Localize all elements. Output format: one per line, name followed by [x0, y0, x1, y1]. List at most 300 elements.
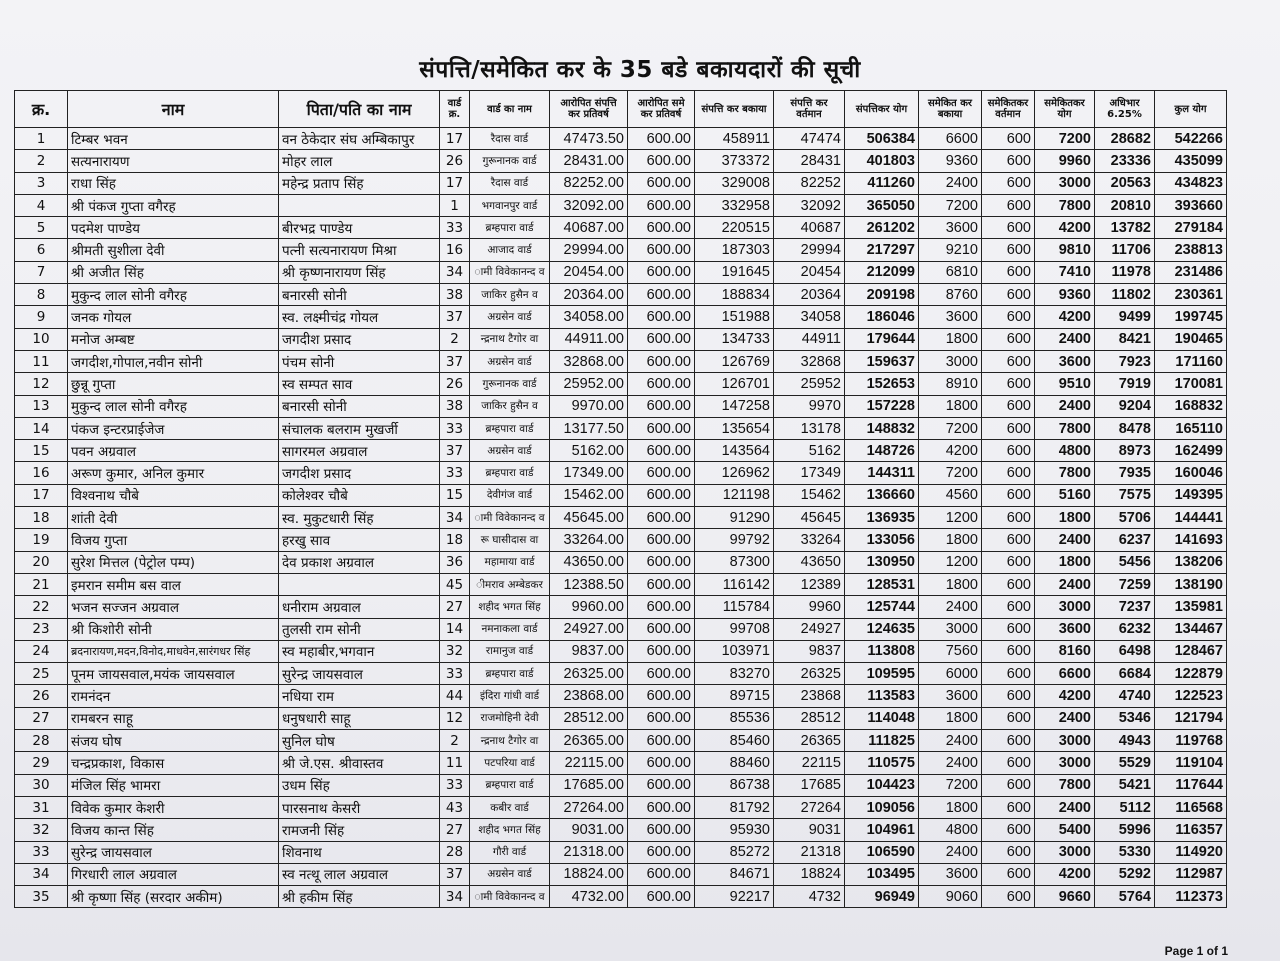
sam-total-cell: 9660 [1035, 886, 1095, 908]
father-cell: संचालक बलराम मुखर्जी [279, 417, 440, 439]
property-current-cell: 28431 [774, 150, 845, 172]
sam-arrear-cell: 3600 [919, 863, 982, 885]
grand-total-cell: 119104 [1155, 752, 1227, 774]
sam-total-cell: 8160 [1035, 640, 1095, 662]
property-current-cell: 43650 [774, 551, 845, 573]
property-current-cell: 27264 [774, 796, 845, 818]
sr-cell: 35 [15, 886, 68, 908]
ward-no-cell: 12 [440, 707, 470, 729]
assessed-sam-cell: 600.00 [628, 194, 695, 216]
table-row [15, 886, 1227, 908]
sam-arrear-cell: 9360 [919, 150, 982, 172]
assessed-sam-cell: 600.00 [628, 841, 695, 863]
property-current-cell: 22115 [774, 752, 845, 774]
ward-no-cell: 28 [440, 841, 470, 863]
grand-total-cell: 121794 [1155, 707, 1227, 729]
property-total-cell: 124635 [845, 618, 919, 640]
property-arrear-cell: 99708 [695, 618, 774, 640]
sam-total-cell: 6600 [1035, 663, 1095, 685]
ward-no-cell: 33 [440, 774, 470, 796]
assessed-property-cell: 12388.50 [550, 573, 628, 595]
sr-cell: 32 [15, 819, 68, 841]
sam-current-cell: 600 [982, 172, 1035, 194]
sam-arrear-cell: 7200 [919, 194, 982, 216]
table-row [15, 551, 1227, 573]
header-father: पिता/पति का नाम [279, 91, 440, 128]
name-cell: राधा सिंह [68, 172, 279, 194]
surcharge-cell: 11706 [1095, 239, 1155, 261]
property-total-cell: 133056 [845, 529, 919, 551]
ward-no-cell: 16 [440, 239, 470, 261]
father-cell: स्व. लक्ष्मीचंद्र गोयल [279, 306, 440, 328]
surcharge-cell: 8421 [1095, 328, 1155, 350]
name-cell: गिरधारी लाल अग्रवाल [68, 863, 279, 885]
property-arrear-cell: 373372 [695, 150, 774, 172]
ward-no-cell: 18 [440, 529, 470, 551]
sam-total-cell: 9960 [1035, 150, 1095, 172]
property-current-cell: 9970 [774, 395, 845, 417]
table-row [15, 440, 1227, 462]
assessed-sam-cell: 600.00 [628, 685, 695, 707]
table-row [15, 640, 1227, 662]
property-arrear-cell: 329008 [695, 172, 774, 194]
property-total-cell: 128531 [845, 573, 919, 595]
assessed-sam-cell: 600.00 [628, 863, 695, 885]
sam-total-cell: 2400 [1035, 707, 1095, 729]
assessed-property-cell: 43650.00 [550, 551, 628, 573]
table-row [15, 239, 1227, 261]
father-cell: स्व. मुकुटधारी सिंह [279, 507, 440, 529]
sam-current-cell: 600 [982, 573, 1035, 595]
name-cell: छुन्नू गुप्ता [68, 373, 279, 395]
property-arrear-cell: 92217 [695, 886, 774, 908]
assessed-sam-cell: 600.00 [628, 573, 695, 595]
sam-total-cell: 2400 [1035, 573, 1095, 595]
property-total-cell: 261202 [845, 217, 919, 239]
property-current-cell: 20454 [774, 261, 845, 283]
property-arrear-cell: 147258 [695, 395, 774, 417]
ward-no-cell: 34 [440, 886, 470, 908]
sr-cell: 16 [15, 462, 68, 484]
table-row [15, 529, 1227, 551]
ward-name-cell: ब्रम्हपारा वार्ड [470, 774, 550, 796]
property-total-cell: 125744 [845, 596, 919, 618]
table-row [15, 373, 1227, 395]
header-ward-no: वार्ड क्र. [440, 91, 470, 128]
sam-arrear-cell: 4200 [919, 440, 982, 462]
header-sam-total: समेकितकर योग [1035, 91, 1095, 128]
ward-name-cell: रैदास वार्ड [470, 128, 550, 150]
sam-arrear-cell: 7560 [919, 640, 982, 662]
assessed-sam-cell: 600.00 [628, 640, 695, 662]
sam-arrear-cell: 9210 [919, 239, 982, 261]
sam-current-cell: 600 [982, 663, 1035, 685]
property-current-cell: 4732 [774, 886, 845, 908]
sr-cell: 19 [15, 529, 68, 551]
assessed-property-cell: 40687.00 [550, 217, 628, 239]
father-cell: स्व सम्पत साव [279, 373, 440, 395]
name-cell: श्री कृष्णा सिंह (सरदार अकीम) [68, 886, 279, 908]
sr-cell: 7 [15, 261, 68, 283]
sr-cell: 31 [15, 796, 68, 818]
surcharge-cell: 6684 [1095, 663, 1155, 685]
property-current-cell: 5162 [774, 440, 845, 462]
table-row [15, 863, 1227, 885]
ward-no-cell: 11 [440, 752, 470, 774]
sr-cell: 30 [15, 774, 68, 796]
property-current-cell: 32868 [774, 350, 845, 372]
father-cell: हरखु साव [279, 529, 440, 551]
header-name: नाम [68, 91, 279, 128]
property-total-cell: 104423 [845, 774, 919, 796]
assessed-property-cell: 82252.00 [550, 172, 628, 194]
sam-total-cell: 2400 [1035, 328, 1095, 350]
grand-total-cell: 171160 [1155, 350, 1227, 372]
sr-cell: 6 [15, 239, 68, 261]
ward-name-cell: शहीद भगत सिंह [470, 819, 550, 841]
assessed-property-cell: 4732.00 [550, 886, 628, 908]
father-cell: श्री हकीम सिंह [279, 886, 440, 908]
sam-current-cell: 600 [982, 640, 1035, 662]
property-total-cell: 110575 [845, 752, 919, 774]
ward-no-cell: 37 [440, 306, 470, 328]
grand-total-cell: 138206 [1155, 551, 1227, 573]
sam-total-cell: 9810 [1035, 239, 1095, 261]
surcharge-cell: 7919 [1095, 373, 1155, 395]
sam-arrear-cell: 2400 [919, 752, 982, 774]
ward-no-cell: 27 [440, 819, 470, 841]
sam-current-cell: 600 [982, 507, 1035, 529]
property-current-cell: 9960 [774, 596, 845, 618]
ward-no-cell: 14 [440, 618, 470, 640]
property-current-cell: 15462 [774, 484, 845, 506]
property-current-cell: 33264 [774, 529, 845, 551]
property-total-cell: 217297 [845, 239, 919, 261]
ward-name-cell: ब्रम्हपारा वार्ड [470, 417, 550, 439]
property-total-cell: 212099 [845, 261, 919, 283]
ward-no-cell: 33 [440, 417, 470, 439]
property-current-cell: 18824 [774, 863, 845, 885]
sam-total-cell: 9360 [1035, 284, 1095, 306]
property-current-cell: 9837 [774, 640, 845, 662]
assessed-sam-cell: 600.00 [628, 217, 695, 239]
sam-arrear-cell: 3000 [919, 618, 982, 640]
surcharge-cell: 5421 [1095, 774, 1155, 796]
name-cell: सत्यनारायण [68, 150, 279, 172]
grand-total-cell: 138190 [1155, 573, 1227, 595]
father-cell: नधिया राम [279, 685, 440, 707]
grand-total-cell: 162499 [1155, 440, 1227, 462]
property-arrear-cell: 84671 [695, 863, 774, 885]
name-cell: विजय कान्त सिंह [68, 819, 279, 841]
sam-arrear-cell: 3600 [919, 306, 982, 328]
header-property-arrear: संपत्ति कर बकाया [695, 91, 774, 128]
assessed-property-cell: 45645.00 [550, 507, 628, 529]
ward-name-cell: ामी विवेकानन्द व [470, 507, 550, 529]
grand-total-cell: 114920 [1155, 841, 1227, 863]
father-cell: धनीराम अग्रवाल [279, 596, 440, 618]
assessed-sam-cell: 600.00 [628, 886, 695, 908]
grand-total-cell: 141693 [1155, 529, 1227, 551]
surcharge-cell: 8973 [1095, 440, 1155, 462]
property-current-cell: 25952 [774, 373, 845, 395]
property-total-cell: 159637 [845, 350, 919, 372]
sam-arrear-cell: 1800 [919, 707, 982, 729]
name-cell: पवन अग्रवाल [68, 440, 279, 462]
assessed-property-cell: 25952.00 [550, 373, 628, 395]
sam-current-cell: 600 [982, 217, 1035, 239]
grand-total-cell: 230361 [1155, 284, 1227, 306]
table-row [15, 350, 1227, 372]
table-row [15, 573, 1227, 595]
ward-name-cell: ीमराव अम्बेडकर [470, 573, 550, 595]
property-arrear-cell: 86738 [695, 774, 774, 796]
property-total-cell: 136935 [845, 507, 919, 529]
ward-name-cell: अग्रसेन वार्ड [470, 306, 550, 328]
sam-arrear-cell: 1800 [919, 573, 982, 595]
ward-name-cell: शहीद भगत सिंह [470, 596, 550, 618]
name-cell: टिम्बर भवन [68, 128, 279, 150]
ward-name-cell: महामाया वार्ड [470, 551, 550, 573]
property-arrear-cell: 143564 [695, 440, 774, 462]
property-total-cell: 109056 [845, 796, 919, 818]
property-current-cell: 40687 [774, 217, 845, 239]
name-cell: श्रीमती सुशीला देवी [68, 239, 279, 261]
sam-arrear-cell: 7200 [919, 462, 982, 484]
father-cell: उधम सिंह [279, 774, 440, 796]
surcharge-cell: 5764 [1095, 886, 1155, 908]
ward-name-cell: रामानुज वार्ड [470, 640, 550, 662]
property-total-cell: 179644 [845, 328, 919, 350]
grand-total-cell: 122523 [1155, 685, 1227, 707]
sam-total-cell: 7410 [1035, 261, 1095, 283]
father-cell: जगदीश प्रसाद [279, 462, 440, 484]
assessed-sam-cell: 600.00 [628, 350, 695, 372]
property-arrear-cell: 121198 [695, 484, 774, 506]
property-arrear-cell: 135654 [695, 417, 774, 439]
ward-no-cell: 33 [440, 663, 470, 685]
assessed-sam-cell: 600.00 [628, 328, 695, 350]
assessed-sam-cell: 600.00 [628, 128, 695, 150]
sam-current-cell: 600 [982, 417, 1035, 439]
ward-name-cell: कबीर वार्ड [470, 796, 550, 818]
name-cell: विश्वनाथ चौबे [68, 484, 279, 506]
grand-total-cell: 434823 [1155, 172, 1227, 194]
name-cell: भजन सज्जन अग्रवाल [68, 596, 279, 618]
sam-arrear-cell: 6000 [919, 663, 982, 685]
surcharge-cell: 6498 [1095, 640, 1155, 662]
sam-current-cell: 600 [982, 863, 1035, 885]
assessed-property-cell: 17349.00 [550, 462, 628, 484]
assessed-sam-cell: 600.00 [628, 507, 695, 529]
sr-cell: 24 [15, 640, 68, 662]
father-cell: पत्नी सत्यनारायण मिश्रा [279, 239, 440, 261]
sam-current-cell: 600 [982, 306, 1035, 328]
ward-no-cell: 37 [440, 863, 470, 885]
property-current-cell: 82252 [774, 172, 845, 194]
property-current-cell: 47474 [774, 128, 845, 150]
assessed-sam-cell: 600.00 [628, 730, 695, 752]
header-property-current: संपत्ति कर वर्तमान [774, 91, 845, 128]
ward-name-cell: देवीगंज वार्ड [470, 484, 550, 506]
sam-current-cell: 600 [982, 462, 1035, 484]
sam-current-cell: 600 [982, 239, 1035, 261]
sr-cell: 4 [15, 194, 68, 216]
sam-current-cell: 600 [982, 484, 1035, 506]
header-surcharge: अधिभार 6.25% [1095, 91, 1155, 128]
header-assessed-sam: आरोपित समे कर प्रतिवर्ष [628, 91, 695, 128]
grand-total-cell: 128467 [1155, 640, 1227, 662]
sr-cell: 21 [15, 573, 68, 595]
name-cell: विजय गुप्ता [68, 529, 279, 551]
sam-total-cell: 4200 [1035, 863, 1095, 885]
property-arrear-cell: 91290 [695, 507, 774, 529]
grand-total-cell: 119768 [1155, 730, 1227, 752]
father-cell: धनुषधारी साहू [279, 707, 440, 729]
sam-arrear-cell: 2400 [919, 841, 982, 863]
surcharge-cell: 7923 [1095, 350, 1155, 372]
sam-total-cell: 3000 [1035, 730, 1095, 752]
ward-no-cell: 43 [440, 796, 470, 818]
name-cell: श्री किशोरी सोनी [68, 618, 279, 640]
sr-cell: 15 [15, 440, 68, 462]
property-current-cell: 21318 [774, 841, 845, 863]
assessed-sam-cell: 600.00 [628, 819, 695, 841]
table-row [15, 150, 1227, 172]
ward-no-cell: 34 [440, 261, 470, 283]
sam-total-cell: 3000 [1035, 172, 1095, 194]
sam-total-cell: 5160 [1035, 484, 1095, 506]
name-cell: पदमेश पाण्डेय [68, 217, 279, 239]
assessed-property-cell: 13177.50 [550, 417, 628, 439]
surcharge-cell: 7935 [1095, 462, 1155, 484]
ward-name-cell: भगवानपुर वार्ड [470, 194, 550, 216]
table-row [15, 172, 1227, 194]
ward-name-cell: नमनाकला वार्ड [470, 618, 550, 640]
ward-name-cell: ब्रम्हपारा वार्ड [470, 217, 550, 239]
ward-no-cell: 36 [440, 551, 470, 573]
name-cell: पूनम जायसवाल,मयंक जायसवाल [68, 663, 279, 685]
property-arrear-cell: 191645 [695, 261, 774, 283]
surcharge-cell: 5346 [1095, 707, 1155, 729]
father-cell: जगदीश प्रसाद [279, 328, 440, 350]
table-row [15, 752, 1227, 774]
sam-arrear-cell: 1200 [919, 507, 982, 529]
sr-cell: 33 [15, 841, 68, 863]
surcharge-cell: 13782 [1095, 217, 1155, 239]
ward-no-cell: 33 [440, 217, 470, 239]
ward-name-cell: ामी विवेकानन्द व [470, 261, 550, 283]
sr-cell: 12 [15, 373, 68, 395]
sr-cell: 34 [15, 863, 68, 885]
ward-no-cell: 17 [440, 172, 470, 194]
assessed-sam-cell: 600.00 [628, 172, 695, 194]
property-arrear-cell: 103971 [695, 640, 774, 662]
grand-total-cell: 122879 [1155, 663, 1227, 685]
sam-total-cell: 7800 [1035, 194, 1095, 216]
sam-arrear-cell: 4800 [919, 819, 982, 841]
ward-no-cell: 44 [440, 685, 470, 707]
assessed-property-cell: 5162.00 [550, 440, 628, 462]
table-row [15, 284, 1227, 306]
property-arrear-cell: 126769 [695, 350, 774, 372]
sam-arrear-cell: 1800 [919, 796, 982, 818]
surcharge-cell: 5292 [1095, 863, 1155, 885]
ward-no-cell: 17 [440, 128, 470, 150]
father-cell [279, 194, 440, 216]
assessed-sam-cell: 600.00 [628, 395, 695, 417]
sam-arrear-cell: 9060 [919, 886, 982, 908]
sam-total-cell: 2400 [1035, 395, 1095, 417]
assessed-sam-cell: 600.00 [628, 239, 695, 261]
property-total-cell: 136660 [845, 484, 919, 506]
property-current-cell: 44911 [774, 328, 845, 350]
assessed-sam-cell: 600.00 [628, 529, 695, 551]
father-cell: स्व नत्थू लाल अग्रवाल [279, 863, 440, 885]
sam-total-cell: 3000 [1035, 596, 1095, 618]
father-cell: बनारसी सोनी [279, 284, 440, 306]
table-row [15, 217, 1227, 239]
sam-arrear-cell: 2400 [919, 596, 982, 618]
assessed-property-cell: 9031.00 [550, 819, 628, 841]
assessed-property-cell: 9960.00 [550, 596, 628, 618]
table-row [15, 685, 1227, 707]
ward-no-cell: 37 [440, 440, 470, 462]
table-row [15, 796, 1227, 818]
sam-total-cell: 1800 [1035, 507, 1095, 529]
name-cell: जगदीश,गोपाल,नवीन सोनी [68, 350, 279, 372]
sr-cell: 14 [15, 417, 68, 439]
ward-name-cell: इंदिरा गांधी वार्ड [470, 685, 550, 707]
grand-total-cell: 160046 [1155, 462, 1227, 484]
grand-total-cell: 149395 [1155, 484, 1227, 506]
assessed-sam-cell: 600.00 [628, 551, 695, 573]
sam-arrear-cell: 3000 [919, 350, 982, 372]
sr-cell: 10 [15, 328, 68, 350]
sam-arrear-cell: 8910 [919, 373, 982, 395]
name-cell: श्री पंकज गुप्ता वगैरह [68, 194, 279, 216]
table-row [15, 194, 1227, 216]
assessed-property-cell: 18824.00 [550, 863, 628, 885]
property-total-cell: 152653 [845, 373, 919, 395]
table-row [15, 819, 1227, 841]
grand-total-cell: 144441 [1155, 507, 1227, 529]
father-cell: सागरमल अग्रवाल [279, 440, 440, 462]
property-current-cell: 12389 [774, 573, 845, 595]
ward-no-cell: 38 [440, 284, 470, 306]
name-cell: विवेक कुमार केशरी [68, 796, 279, 818]
sam-current-cell: 600 [982, 707, 1035, 729]
sam-current-cell: 600 [982, 685, 1035, 707]
assessed-property-cell: 29994.00 [550, 239, 628, 261]
ward-name-cell: ामी विवेकानन्द व [470, 886, 550, 908]
surcharge-cell: 5456 [1095, 551, 1155, 573]
property-arrear-cell: 188834 [695, 284, 774, 306]
property-total-cell: 144311 [845, 462, 919, 484]
sam-total-cell: 1800 [1035, 551, 1095, 573]
surcharge-cell: 5330 [1095, 841, 1155, 863]
assessed-sam-cell: 600.00 [628, 618, 695, 640]
sam-total-cell: 4200 [1035, 306, 1095, 328]
ward-no-cell: 1 [440, 194, 470, 216]
father-cell: बनारसी सोनी [279, 395, 440, 417]
ward-name-cell: ब्रम्हपारा वार्ड [470, 663, 550, 685]
name-cell: सुरेन्द्र जायसवाल [68, 841, 279, 863]
table-row [15, 663, 1227, 685]
sam-current-cell: 600 [982, 752, 1035, 774]
ward-name-cell: जाकिर हुसैन व [470, 284, 550, 306]
property-arrear-cell: 126701 [695, 373, 774, 395]
